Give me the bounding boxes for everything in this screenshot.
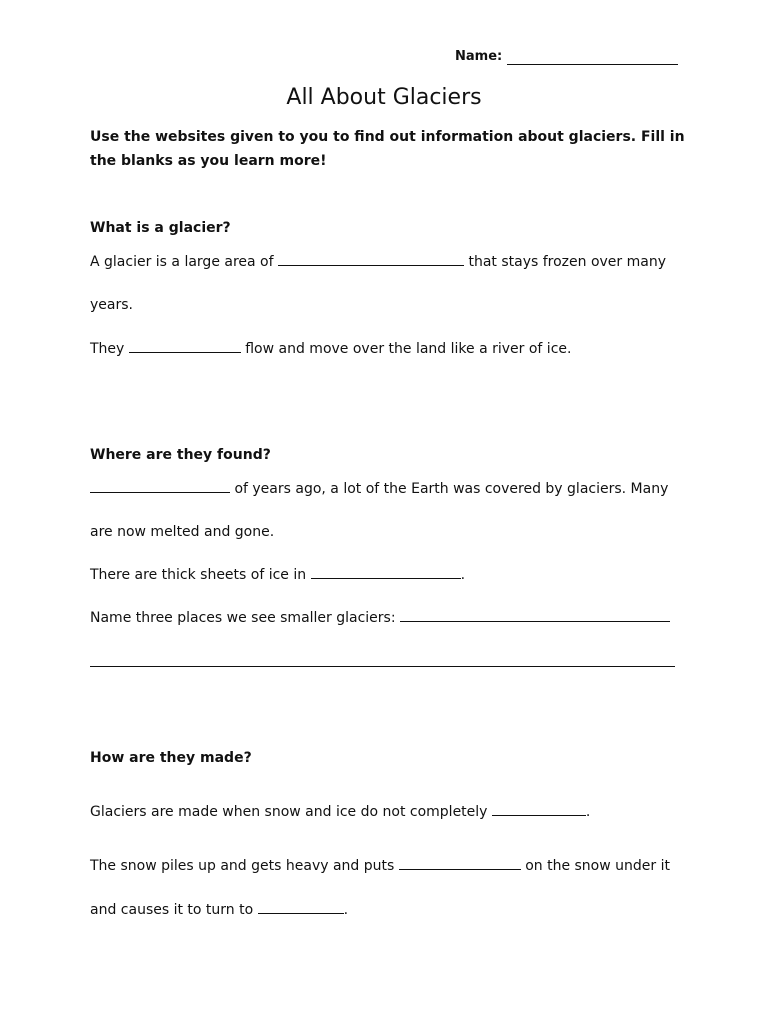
question-where-3 xyxy=(90,609,670,627)
question-what-1 xyxy=(90,253,666,271)
question-text: that stays frozen over many xyxy=(464,254,666,270)
name-field[interactable] xyxy=(507,64,678,65)
name-label: Name: xyxy=(455,49,503,64)
question-where-2 xyxy=(90,566,465,584)
question-text: of years ago, a lot of the Earth was covered by glaciers. Many xyxy=(230,481,669,497)
question-how-2 xyxy=(90,857,670,875)
instructions-line-2: the blanks as you learn more! xyxy=(90,153,327,169)
question-text: . xyxy=(585,804,591,820)
section-heading-where: Where are they found? xyxy=(90,447,271,463)
question-where-1 xyxy=(90,480,668,498)
answer-blank[interactable] xyxy=(278,253,464,266)
question-text: . xyxy=(460,567,466,583)
question-text: They xyxy=(90,341,129,357)
question-text: and causes it to turn to xyxy=(90,902,258,918)
question-where-1-continued: are now melted and gone. xyxy=(90,524,275,540)
question-how-1 xyxy=(90,803,590,821)
answer-blank[interactable] xyxy=(399,857,521,870)
question-text: Glaciers are made when snow and ice do not completely xyxy=(90,804,492,820)
question-text: A glacier is a large area of xyxy=(90,254,278,270)
answer-blank[interactable] xyxy=(311,566,461,579)
section-heading-what: What is a glacier? xyxy=(90,220,231,236)
answer-blank[interactable] xyxy=(258,901,344,914)
question-what-2 xyxy=(90,340,571,358)
question-what-1-continued: years. xyxy=(90,297,133,313)
instructions-line-1: Use the websites given to you to find out information about glaciers. Fill in xyxy=(90,129,685,145)
answer-blank[interactable] xyxy=(400,609,670,622)
question-text: Name three places we see smaller glaciers: xyxy=(90,610,401,626)
question-text: . xyxy=(343,902,349,918)
question-text: The snow piles up and gets heavy and puts xyxy=(90,858,399,874)
answer-blank[interactable] xyxy=(129,340,241,353)
section-heading-how: How are they made? xyxy=(90,750,252,766)
question-text: flow and move over the land like a river of ice. xyxy=(240,341,572,357)
question-how-3 xyxy=(90,901,348,919)
page-title: All About Glaciers xyxy=(286,85,482,110)
answer-blank-full-line[interactable] xyxy=(90,666,675,667)
question-text: on the snow under it xyxy=(520,858,670,874)
answer-blank[interactable] xyxy=(492,803,586,816)
answer-blank[interactable] xyxy=(90,480,230,493)
question-text: There are thick sheets of ice in xyxy=(90,567,311,583)
